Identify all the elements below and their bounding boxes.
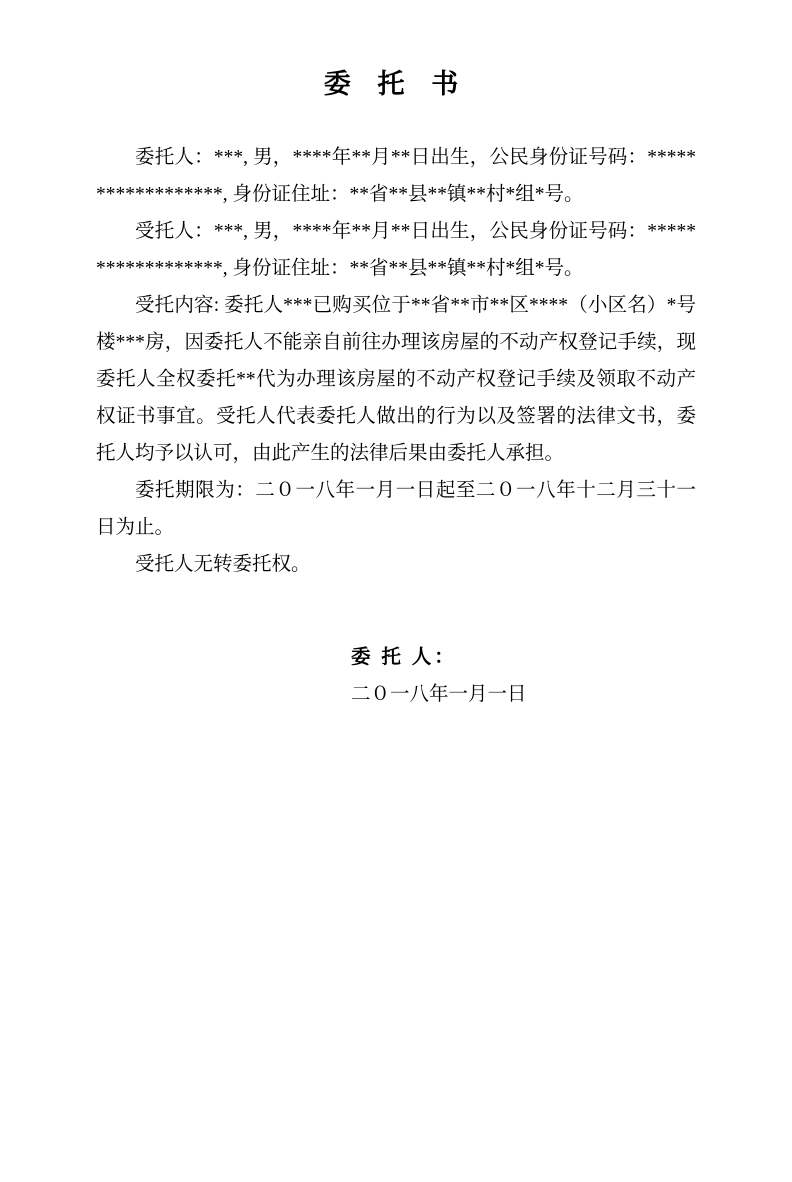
signature-block bbox=[96, 639, 696, 713]
document-page bbox=[0, 62, 792, 1182]
page-title: 委 托 书 bbox=[323, 69, 469, 99]
paragraph-principal: 委托人：***, 男，****年**月**日出生，公民身份证号码：******************, 身份证住址：**省**县**镇**村*组*号。 bbox=[96, 147, 696, 205]
paragraph-content: 受托内容: 委托人***已购买位于**省**市**区****（小区名）*号楼***房，因委托人不能亲自前往办理该房屋的不动产权登记手续，现委托人全权委托**代为办理该房屋的不动产权登记手续及领取不动产权证书事宜。受托人代表委托人做出的行为以及签署的法律文书，委托人均予以认可，由此产生的法律后果由委托人承担。 bbox=[96, 295, 696, 464]
signature-date: 二０一八年一月一日 bbox=[351, 684, 527, 705]
signature-label: 委 托 人： bbox=[351, 647, 457, 668]
paragraph-trustee: 受托人：***, 男，****年**月**日出生，公民身份证号码：******************, 身份证住址：**省**县**镇**村*组*号。 bbox=[96, 221, 696, 279]
document-body bbox=[96, 139, 696, 583]
paragraph-term: 委托期限为：二０一八年一月一日起至二０一八年十二月三十一日为止。 bbox=[96, 480, 696, 538]
page-bottom-spacer bbox=[0, 713, 792, 753]
paragraph-no-subdelegation: 受托人无转委托权。 bbox=[135, 554, 311, 575]
